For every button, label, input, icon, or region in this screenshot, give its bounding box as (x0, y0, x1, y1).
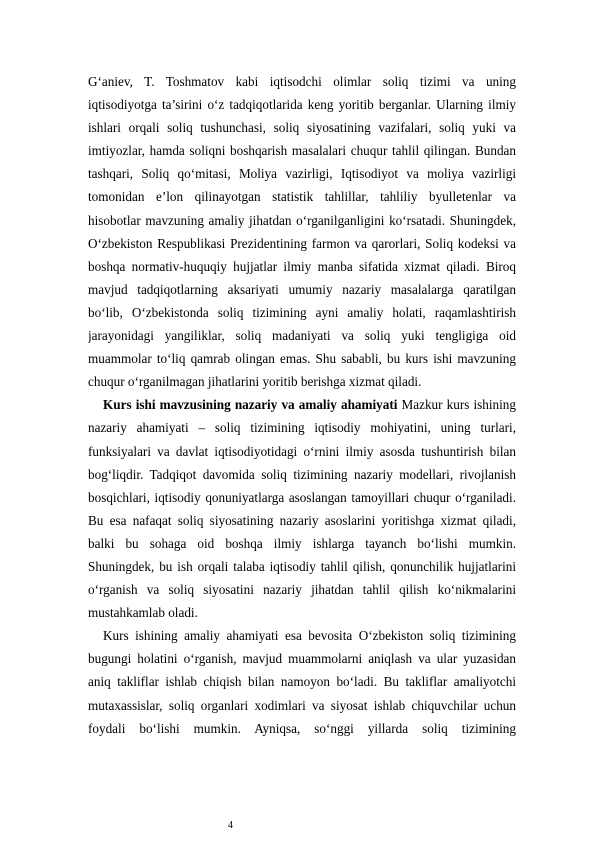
paragraph-2 (88, 393, 516, 624)
text-line: O‘zbekiston Respublikasi Prezidentining farmon va qarorlari, Soliq kodeksi va (88, 235, 516, 251)
text-line: boshqa normativ-huquqiy hujjatlar ilmiy manba sifatida xizmat qiladi. Biroq (88, 258, 516, 274)
text-line: G‘aniev, T. Toshmatov kabi iqtisodchi olimlar soliq tizimi va uning (88, 74, 516, 89)
page-number: 4 (228, 820, 233, 831)
text-line: bo‘lib, O‘zbekistonda soliq tizimining ayni amaliy holati, raqamlashtirish (88, 304, 516, 320)
text-line: aniq takliflar ishlab chiqish bilan namoyon bo‘ladi. Bu takliflar amaliyotchi (88, 674, 516, 690)
text-line: hisobotlar mavzuning amaliy jihatdan o‘rganilganligini ko‘rsatadi. Shuningdek, (88, 212, 516, 228)
text-line: Bu esa nafaqat soliq siyosatining nazariy asoslarini yoritishga xizmat qiladi, (88, 512, 516, 528)
text-line: Shuningdek, bu ish orqali talaba iqtisodiy tahlil qilish, qonunchilik hujjatlarini (88, 558, 516, 574)
text-line: ishlari orqali soliq tushunchasi, soliq siyosatining vazifalari, soliq yuki va (88, 120, 516, 136)
text-line: mustahkamlab oladi. (88, 605, 198, 621)
text-line: funksiyalari va davlat iqtisodiyotidagi o‘rnini ilmiy asosda tushuntirish bilan (88, 443, 516, 459)
paragraph-1 (88, 70, 516, 393)
text-line: tashqari, Soliq qo‘mitasi, Moliya vazirligi, Iqtisodiyot va moliya vazirligi (88, 166, 516, 182)
text-line: chuqur o‘rganilmagan jihatlarini yoritib berishga xizmat qiladi. (88, 374, 422, 390)
text-line: Kurs ishining amaliy ahamiyati esa bevosita O‘zbekiston soliq tizimining (103, 628, 516, 644)
heading-line-rest: Mazkur kurs ishining (397, 397, 516, 413)
text-line: bog‘liqdir. Tadqiqot davomida soliq tizimining nazariy modellari, rivojlanish (88, 466, 516, 482)
heading-line (88, 393, 516, 416)
paragraph-3 (88, 624, 516, 739)
text-line: jarayonidagi yangiliklar, soliq madaniyati va soliq yuki tengligiga oid (88, 328, 516, 344)
text-line: o‘rganish va soliq siyosatini nazariy jihatdan tahlil qilish ko‘nikmalarini (88, 582, 516, 598)
text-line: mavjud tadqiqotlarning aksariyati umumiy nazariy masalalarga qaratilgan (88, 281, 516, 297)
text-line: bosqichlari, iqtisodiy qonuniyatlarga asoslangan tamoyillari chuqur o‘rganiladi. (88, 489, 516, 505)
text-line: imtiyozlar, hamda soliqni boshqarish masalalari chuqur tahlil qilingan. Bundan (88, 143, 516, 159)
text-line: balki bu sohaga oid boshqa ilmiy ishlarga tayanch bo‘lishi mumkin. (88, 535, 516, 551)
text-line: nazariy ahamiyati – soliq tizimining iqtisodiy mohiyatini, uning turlari, (88, 420, 516, 436)
section-heading: Kurs ishi mavzusining nazariy va amaliy ahamiyati (103, 397, 398, 413)
body-text (88, 70, 516, 740)
text-line: foydali bo‘lishi mumkin. Ayniqsa, so‘nggi yillarda soliq tizimining (88, 720, 516, 736)
text-line: iqtisodiyotga ta’sirini o‘z tadqiqotlarida keng yoritib berganlar. Ularning ilmiy (88, 97, 516, 113)
text-line: mutaxassislar, soliq organlari xodimlari va siyosat ishlab chiquvchilar uchun (88, 697, 516, 713)
text-line: tomonidan e’lon qilinayotgan statistik tahlillar, tahliliy byulletenlar va (88, 189, 516, 205)
text-line: muammolar to‘liq qamrab olingan emas. Shu sababli, bu kurs ishi mavzuning (88, 351, 516, 367)
text-line: bugungi holatini o‘rganish, mavjud muammolarni aniqlash va ular yuzasidan (88, 651, 516, 667)
